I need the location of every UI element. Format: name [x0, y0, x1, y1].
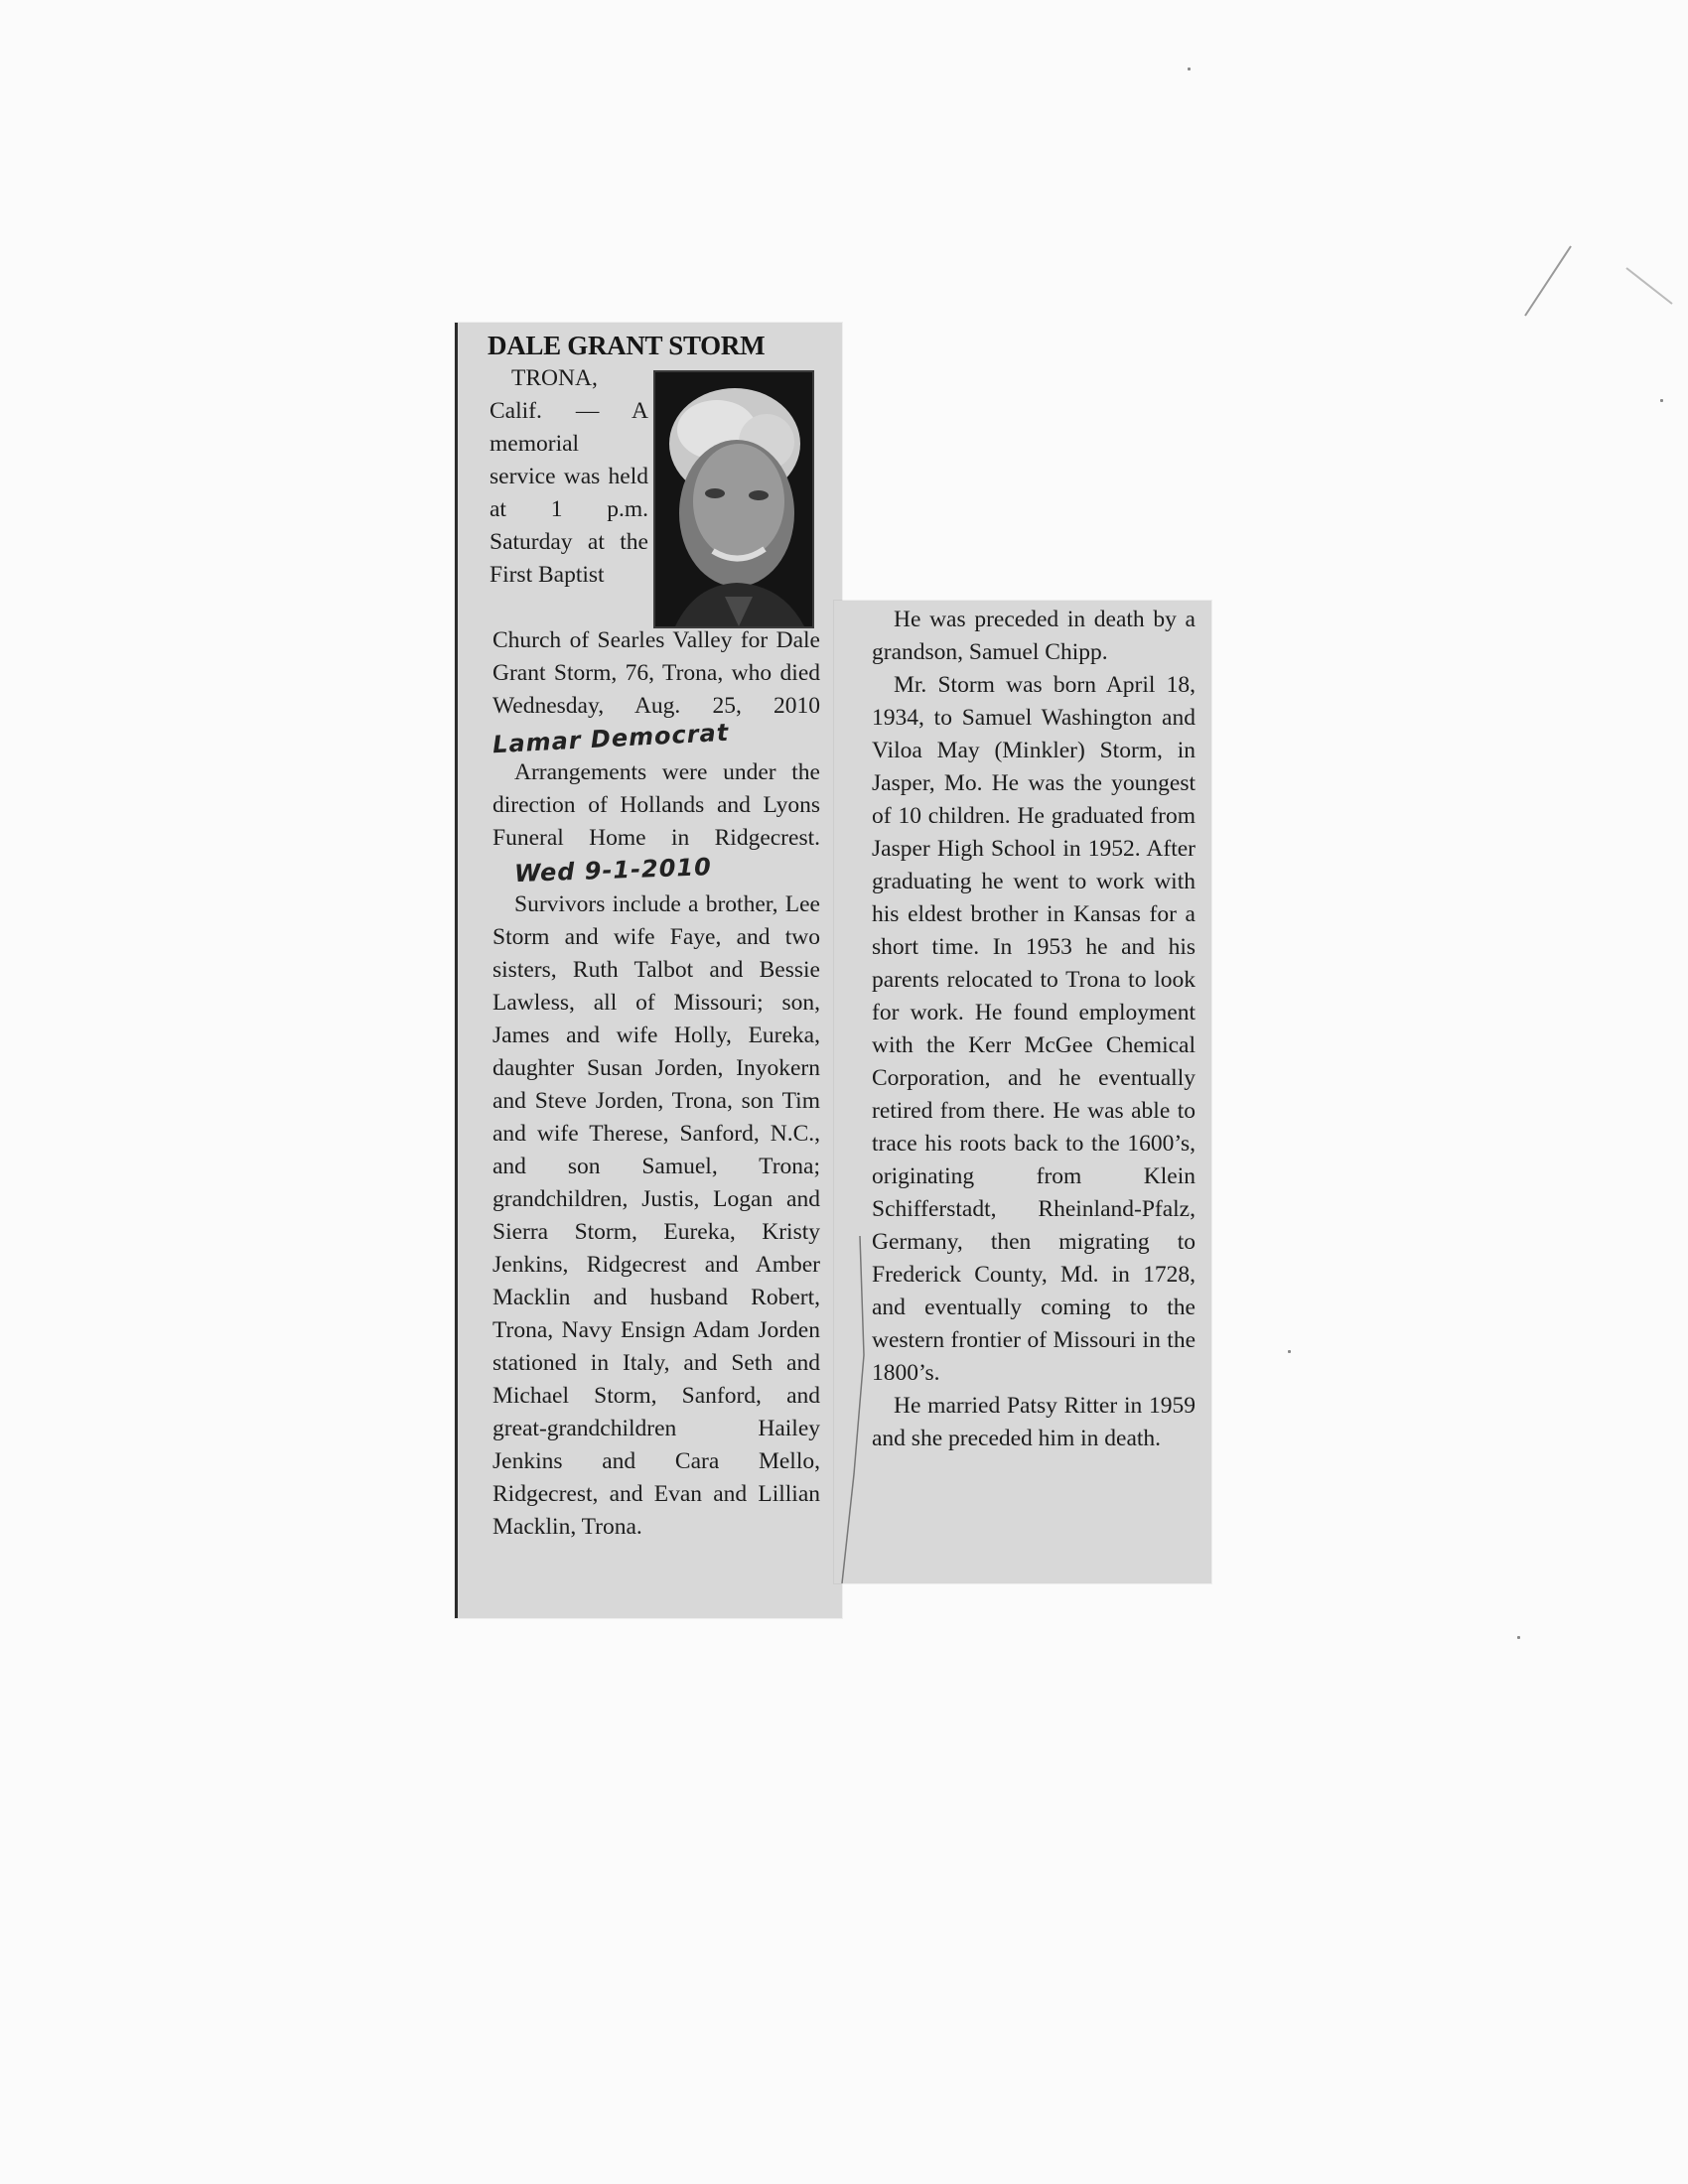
obituary-marriage: He married Patsy Ritter in 1959 and she preceded him in death.	[872, 1393, 1196, 1451]
scan-speck	[1188, 68, 1191, 70]
obituary-biography: Mr. Storm was born April 18, 1934, to Samuel Washington and Viloa May (Minkler) Storm, in Jasper, Mo. He was the youngest of 10 children. He graduated from Jasper High School in 1952. After graduating he went to work with his eldest brother in Kansas for a short time. In 1953 he and his parents relocated to Trona to look for work. He found employment with the Kerr McGee Chemical Corporation, and he eventually retired from there. He was able to trace his roots back to the 1600’s, originating from Klein Schifferstadt, Rheinland-Pfalz, Germany, then migrating to Frederick County, Md. in 1728, and eventually coming to the western frontier of Missouri in the 1800’s.	[872, 672, 1196, 1386]
scan-speck	[1288, 1350, 1291, 1353]
clipping-tear-edge	[834, 601, 874, 1583]
obituary-body-left	[492, 624, 820, 1544]
obituary-arrangements: Arrangements were under the direction of Hollands and Lyons Funeral Home in Ridgecrest.	[492, 759, 820, 851]
obituary-survivors: Survivors include a brother, Lee Storm and wife Faye, and two sisters, Ruth Talbot and Bessie Lawless, all of Missouri; son, James and wife Holly, Eureka, daughter Susan Jorden, Inyokern and Steve Jorden, Trona, son Tim and wife Therese, Sanford, N.C., and son Samuel, Trona; grandchildren, Justis, Logan and Sierra Storm, Eureka, Kristy Jenkins, Ridgecrest and Amber Macklin and husband Robert, Trona, Navy Ensign Adam Jorden stationed in Italy, and Seth and Michael Storm, Sanford, and great-grandchildren Hailey Jenkins and Cara Mello, Ridgecrest, and Evan and Lillian Macklin, Trona.	[492, 891, 820, 1540]
portrait-image	[655, 372, 812, 626]
scan-speck	[1517, 1636, 1520, 1639]
obituary-preceded: He was preceded in death by a grandson, Samuel Chipp.	[872, 607, 1196, 665]
obituary-intro-narrow: TRONA, Calif. — A memorial service was held at 1 p.m. Saturday at the First Baptist	[490, 365, 648, 588]
handwritten-newspaper-note: Lamar Democrat	[492, 718, 730, 759]
obituary-intro-wide: Church of Searles Valley for Dale Grant Storm, 76, Trona, who died Wednesday, Aug. 25, 2010	[492, 627, 820, 719]
scan-scratch	[1519, 238, 1678, 328]
obituary-clipping-left	[455, 323, 842, 1618]
handwritten-date-note: Wed 9-1-2010	[513, 853, 713, 888]
obituary-body-right	[872, 604, 1196, 1455]
obituary-headline: DALE GRANT STORM	[488, 331, 766, 360]
portrait-photo	[653, 370, 814, 628]
obituary-clipping-right	[834, 601, 1211, 1583]
scan-speck	[1660, 399, 1663, 402]
